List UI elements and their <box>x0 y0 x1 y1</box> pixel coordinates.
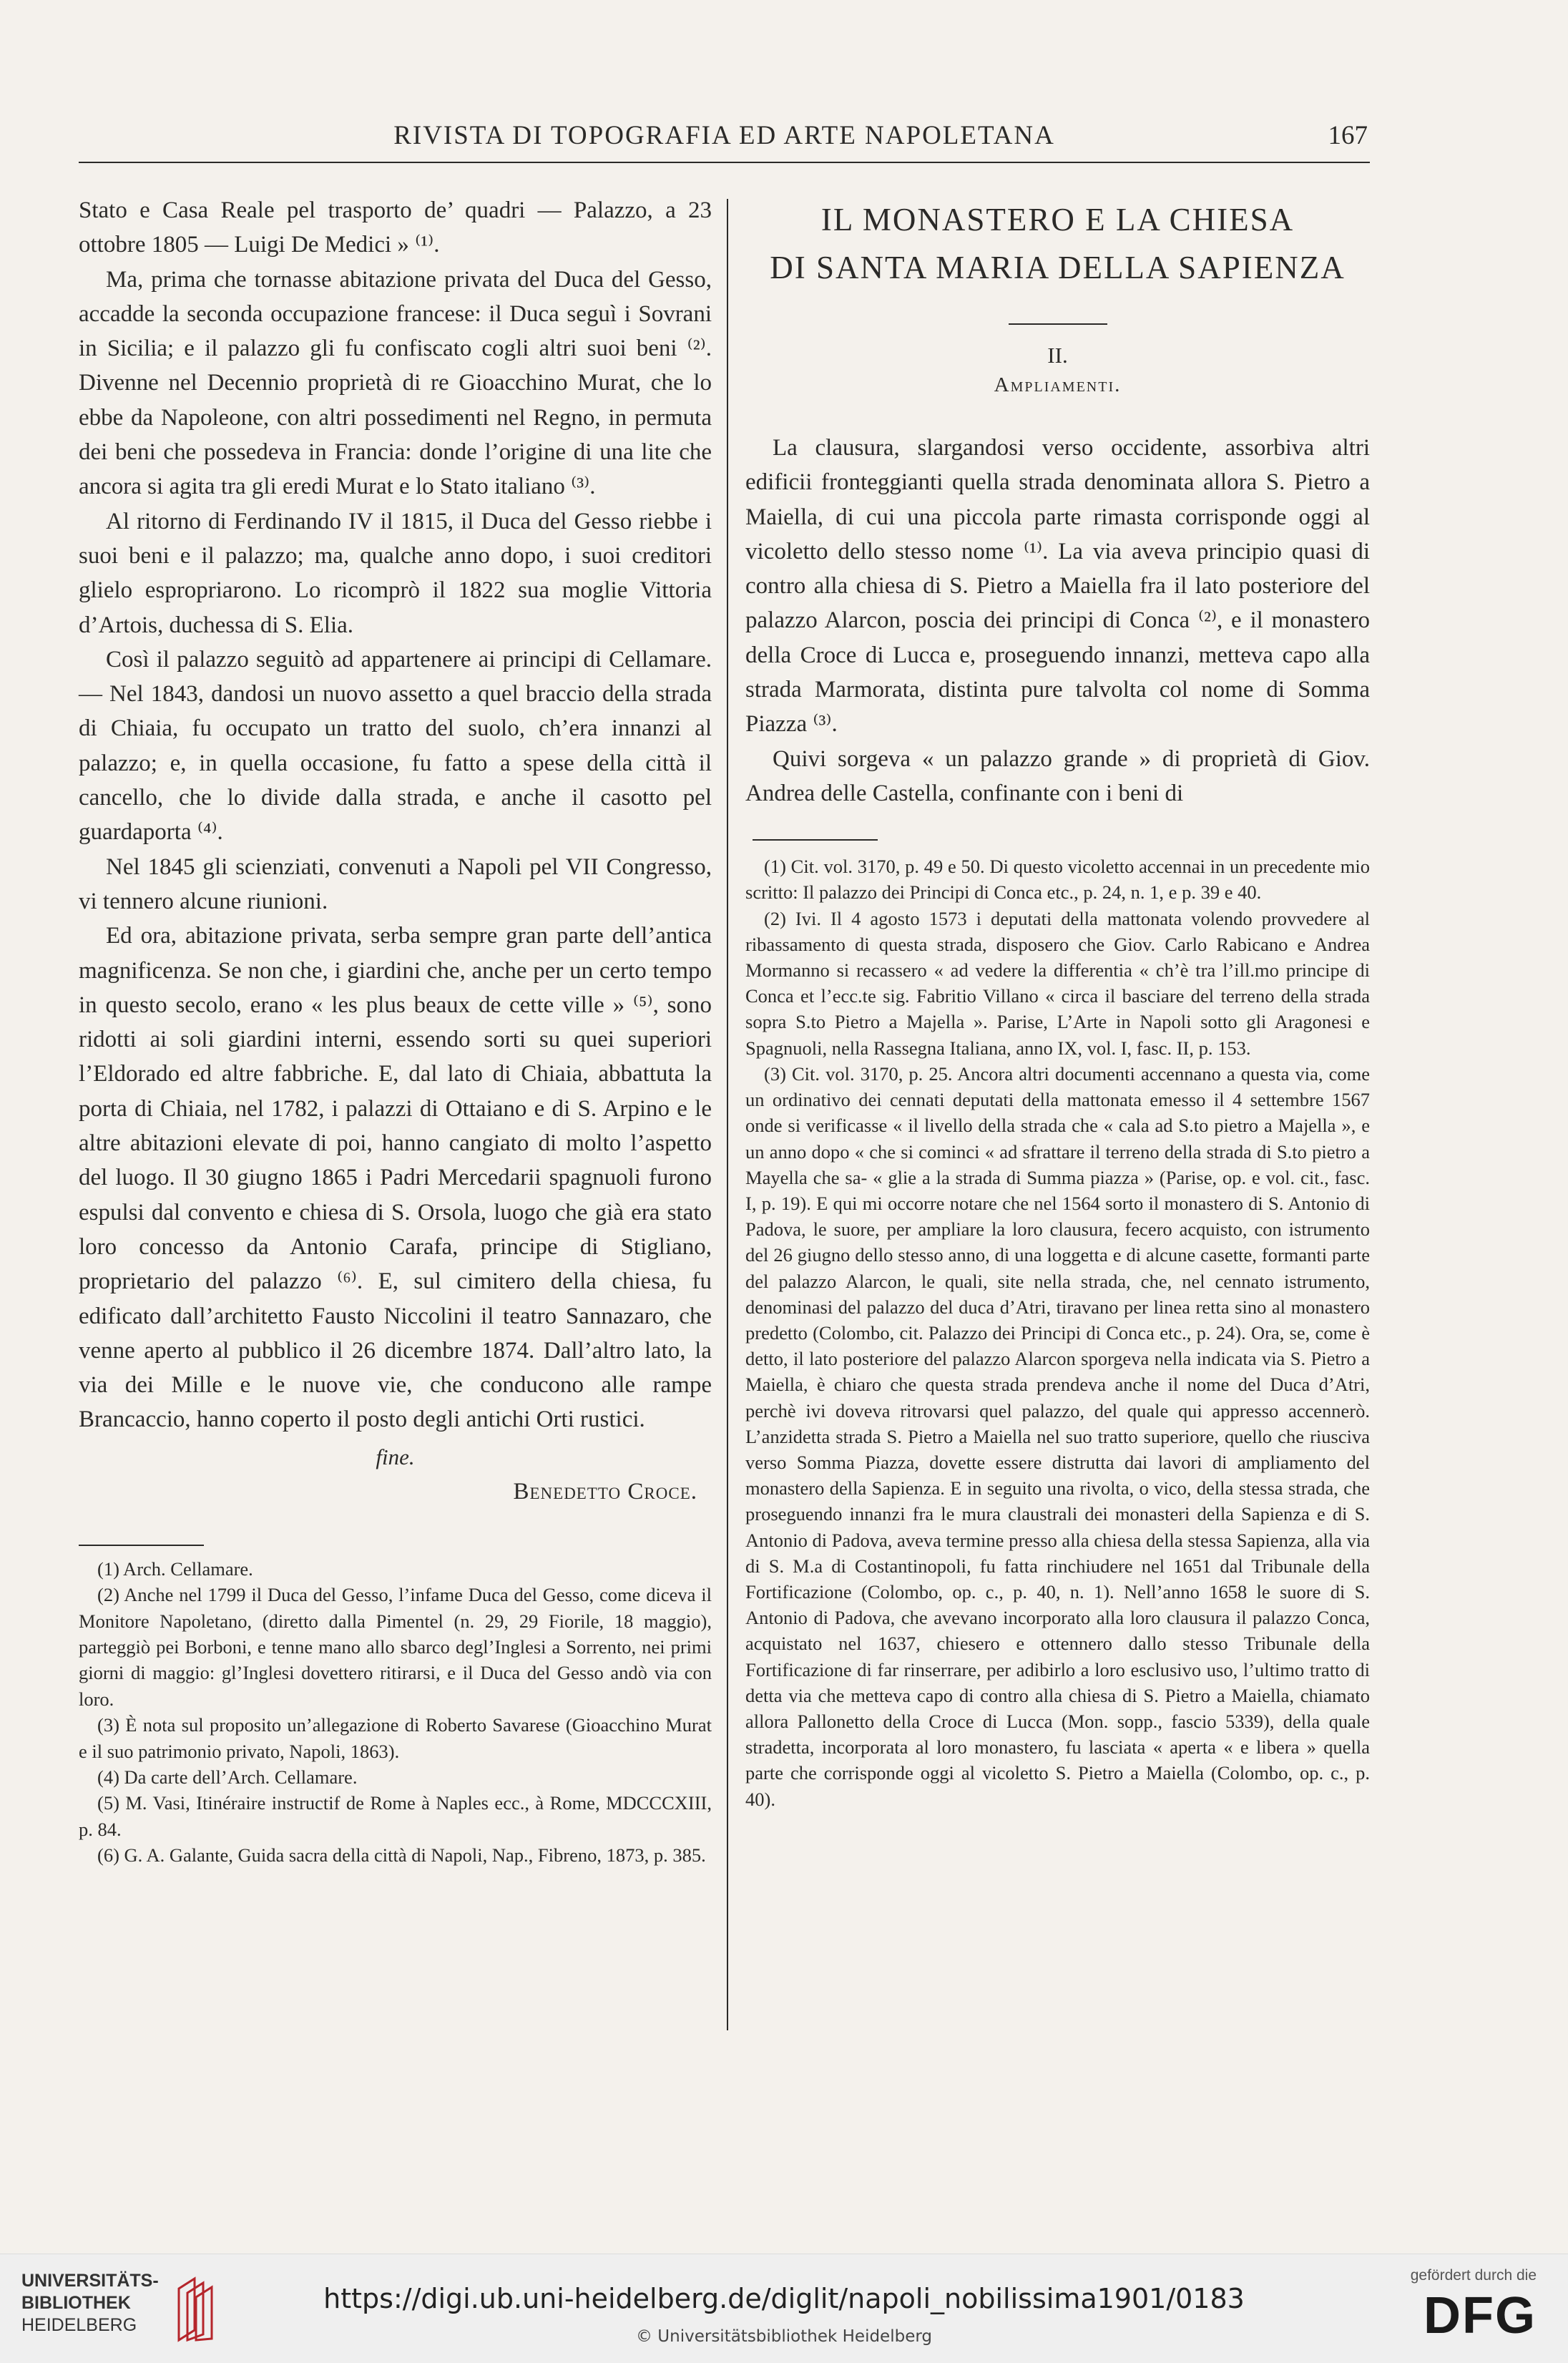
paragraph: Ed ora, abitazione privata, serba sempre gran parte dell’antica magnificenza. Se non che, i giardini che, anche per un certo tempo in questo secolo, erano « les plus beaux de cette ville » ⁽⁵⁾, sono ridotti ai soli giardini interni, essendo sorti su quei superiori l’Eldorado ed altre fabbriche. E, dal lato di Chiaia, abbattuta la porta di Chiaia, nel 1782, i palazzi di Ottaiano e di S. Arpino e le altre abitazioni elevate di poi, hanno cangiato di molto l’aspetto del luogo. Il 30 giugno 1865 i Padri Mercedarii spagnuoli furono espulsi dal convento e chiesa di S. Orsola, luogo che già era stato loro concesso da Antonio Carafa, principe di Stigliano, proprietario del palazzo ⁽⁶⁾. E, sul cimitero della chiesa, fu edificato dall’architetto Fausto Niccolini il teatro Sannazaro, che venne aperto al pubblico il 26 dicembre 1874. Dall’altro lato, la via dei Mille e le nuove vie, che conducono alle rampe Brancaccio, hanno coperto il posto degli antichi Orti rustici. <box>79 923 712 1433</box>
funder-caption: gefördert durch die <box>1410 2267 1537 2284</box>
left-column <box>79 193 712 1869</box>
footnote: (1) Cit. vol. 3170, p. 49 e 50. Di questo vicoletto accennai in un precedente mio scritto: Il palazzo dei Principi di Conca etc., p. 24, n. 1, e p. 39 e 40. <box>745 856 1370 904</box>
right-footnotes <box>745 853 1370 1812</box>
footnote: (2) Anche nel 1799 il Duca del Gesso, l’infame Duca del Gesso, come diceva il Monitore Napoletano, (diretto dalla Pimentel (n. 29, 29 Fiorile, 18 maggio), parteggiò pei Borboni, e tenne mano allo sbarco degl’Inglesi a Sorrento, nei primi giorni di maggio: gl’Inglesi dovettero ritirarsi, e il Duca del Gesso andò via con loro. <box>79 1584 712 1710</box>
article-title-line: DI SANTA MARIA DELLA SAPIENZA <box>770 250 1346 285</box>
footnote: (5) M. Vasi, Itinéraire instructif de Rome à Naples ecc., à Rome, MDCCCXIII, p. 84. <box>79 1792 712 1840</box>
viewer-footer <box>0 2254 1568 2363</box>
end-mark: fine. <box>376 1444 415 1469</box>
copyright-notice: © Universitätsbibliothek Heidelberg <box>635 2327 932 2346</box>
article-title-line: IL MONASTERO E LA CHIESA <box>820 202 1295 238</box>
footnote: (2) Ivi. Il 4 agosto 1573 i deputati della mattonata volendo provvedere al ribassamento di questa strada, disposero che Giov. Carlo Rabicano e Andrea Mormanno si recassero « ad vedere la differentia « ch’è tra l’ill.mo principe di Conca et l’ecc.te sig. Fabritio Villano « circa il basciare del terreno della strada sopra S.to Pietro a Majella ». Parise, L’Arte in Napoli sotto gli Aragonesi e Spagnuoli, nella Rassegna Italiana, anno IX, vol. I, fasc. II, p. 153. <box>745 907 1370 1059</box>
footnote-rule <box>79 1545 204 1546</box>
left-footnotes <box>79 1556 712 1869</box>
right-column <box>745 193 1370 1812</box>
footnote: (6) G. A. Galante, Guida sacra della città di Napoli, Nap., Fibreno, 1873, p. 385. <box>97 1844 706 1867</box>
author-signature: Benedetto Croce. <box>513 1478 697 1505</box>
right-body-text <box>745 431 1370 811</box>
running-title: RIVISTA DI TOPOGRAFIA ED ARTE NAPOLETANA <box>393 121 1055 150</box>
dfg-logo: DFG <box>1424 2287 1537 2344</box>
section-title: Ampliamenti. <box>994 373 1122 396</box>
logo-line: HEIDELBERG <box>21 2315 137 2335</box>
article-title <box>745 196 1370 292</box>
funder-badge[interactable] <box>1365 2267 1537 2353</box>
page-number: 167 <box>1328 121 1368 150</box>
footnote: (3) È nota sul proposito un’allegazione di Roberto Savarese (Gioacchino Murat e il suo patrimonio privato, Napoli, 1863). <box>79 1714 712 1762</box>
paragraph: Quivi sorgeva « un palazzo grande » di proprietà di Giov. Andrea delle Castella, confinante con i beni di <box>745 745 1370 806</box>
logo-line: BIBLIOTHEK <box>21 2293 131 2313</box>
footnote-rule <box>753 839 878 841</box>
paragraph: Così il palazzo seguitò ad appartenere ai principi di Cellamare. — Nel 1843, dandosi un nuovo assetto a quel braccio della strada di Chiaia, fu occupato un tratto del suolo, ch’era innanzi al palazzo; e, in quella occasione, fu fatto a spese della città il cancello, che lo divide dalla strada, e anche il casotto pel guardaporta ⁽⁴⁾. <box>79 646 712 846</box>
header-rule <box>79 162 1370 163</box>
left-body-text <box>79 193 712 1509</box>
title-rule <box>1009 323 1107 325</box>
footnote: (4) Da carte dell’Arch. Cellamare. <box>97 1766 358 1788</box>
column-divider <box>727 199 728 2030</box>
permalink-url[interactable]: https://digi.ub.uni-heidelberg.de/diglit/napoli_nobilissima1901/0183 <box>323 2283 1245 2314</box>
paragraph: Stato e Casa Reale pel trasporto de’ quadri — Palazzo, a 23 ottobre 1805 — Luigi De Medici » ⁽¹⁾. <box>79 197 712 258</box>
paragraph: Ma, prima che tornasse abitazione privata del Duca del Gesso, accadde la seconda occupazione francese: il Duca seguì i Sovrani in Sicilia; e il palazzo gli fu confiscato cogli altri suoi beni ⁽²⁾. Divenne nel Decennio proprietà di re Gioacchino Murat, che lo ebbe da Napoleone, con altri possedimenti nel Regno, in permuta dei beni che possedeva in Francia: donde l’origine di una lite che ancora si agita tra gli eredi Murat e lo Stato italiano ⁽³⁾. <box>79 266 712 500</box>
footnote: (3) Cit. vol. 3170, p. 25. Ancora altri documenti accennano a questa via, come un ordinativo dei cennati deputati della mattonata emesso il 4 settembre 1567 onde si verificasse « il livello della strada che « cala ad S.to pietro a Majella », e un anno dopo « che si cominci « ad sfrattare il terreno della strada di S.to pietro a Mayella che sa- « glie a la strada di Summa piazza » (Parise, op. e vol. cit., fasc. I, p. 19). E qui mi occorre notare che nel 1564 sorto il monastero di S. Antonio di Padova, le suore, per ampliare la loro clausura, fecero acquisto, con istrumento del 26 giugno dello stesso anno, di una loggetta e di alcune casette, formanti parte del palazzo Alarcon, le quali, site nella strada, che, nel cennato istrumento, denominasi del palazzo del duca d’Atri, tiravano per linea retta sino al monastero predetto (Colombo, cit. Palazzo dei Principi di Conca etc., p. 24). Ora, se, come è detto, il lato posteriore del palazzo Alarcon sporgeva nella indicata via S. Pietro a Maiella, è chiaro che questa strada prendeva anche il nome del Duca d’Atri, perchè ivi doveva ritrovarsi quel palazzo, del quale qui appresso accennerò. L’anzidetta strada S. Pietro a Maiella nel suo tratto superiore, quello che riusciva verso Somma Piazza, dovette essere distrutta dai lavori di ampliamento del monastero della Sapienza. E in seguito una rivolta, o vico, della stessa strada, che proseguendo innanzi fra le mura claustrali dei monasteri della Sapienza e di S. Antonio di Padova, aveva termine presso alla chiesa della stessa Sapienza, alla via di S. M.a di Costantinopoli, fu fatta rinchiudere nel 1651 dal Tribunale della Fortificazione (Colombo, op. c., p. 40, n. 1). Nell’anno 1658 le suore di S. Antonio di Padova, che avevano incorporato alla loro clausura il palazzo Conca, acquistato nel 1637, chiesero e ottennero dallo stesso Tribunale della Fortificazione di far rinserrare, per adibirlo a loro esclusivo uso, l’ultimo tratto di detta via che metteva capo di contro alla chiesa di S. Pietro a Maiella, chiamato allora Pallonetto della Croce di Lucca (Mon. sopp., fascio 5339), della quale stradetta, incorporata al loro monastero, fu lasciata « aperta « e libera » quella parte che corrisponde oggi al vicoletto S. Pietro a Maiella (Colombo, op. c., p. 40). <box>745 1062 1370 1810</box>
paragraph: Nel 1845 gli scienziati, convenuti a Napoli pel VII Congresso, vi tennero alcune riunioni. <box>79 853 712 914</box>
footnote: (1) Arch. Cellamare. <box>97 1557 253 1580</box>
paragraph: La clausura, slargandosi verso occidente, assorbiva altri edificii fronteggianti quella strada denominata allora S. Pietro a Maiella, di cui una piccola parte rimasta corrisponde oggi al vicoletto dello stesso nome ⁽¹⁾. La via aveva principio quasi di contro alla chiesa di S. Pietro a Maiella fra il lato posteriore del palazzo Alarcon, poscia dei principi di Conca ⁽²⁾, e il monastero della Croce di Lucca e, proseguendo innanzi, metteva capo alla strada Marmorata, distinta pure talvolta col nome di Somma Piazza ⁽³⁾. <box>745 435 1370 738</box>
paragraph: Al ritorno di Ferdinando IV il 1815, il Duca del Gesso riebbe i suoi beni e il palazzo; ma, qualche anno dopo, i suoi creditori glielo espropriarono. Lo ricomprò il 1822 sua moglie Vittoria d’Artois, duchessa di S. Elia. <box>79 508 712 638</box>
section-number: II. <box>1047 343 1068 368</box>
logo-line: UNIVERSITÄTS- <box>21 2271 159 2291</box>
